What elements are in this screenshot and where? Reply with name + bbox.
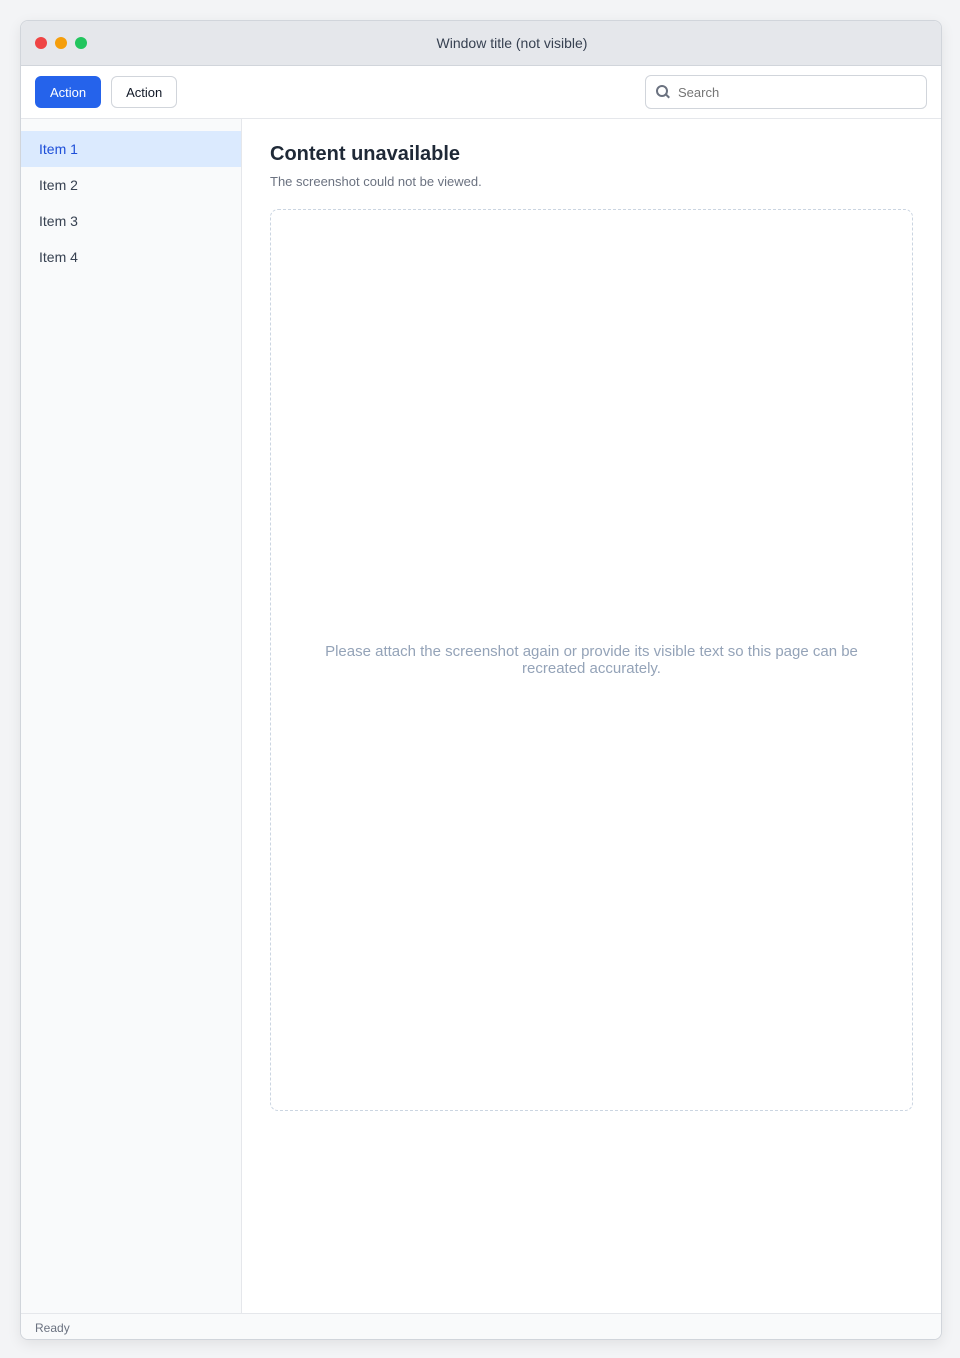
window-controls [35,37,87,49]
app-window [20,20,942,1340]
sidebar-item-3[interactable]: Item 3 [39,213,78,229]
search-icon [656,85,670,99]
content-area [242,119,941,1313]
sidebar [21,119,242,1313]
toolbar [21,66,941,119]
primary-action-button[interactable]: Action [35,76,101,108]
secondary-action-button[interactable]: Action [111,76,177,108]
page-subtitle: The screenshot could not be viewed. [270,174,482,189]
page-title: Content unavailable [270,143,461,165]
maximize-window-icon[interactable] [75,37,87,49]
search-input[interactable] [676,84,916,101]
sidebar-item-4[interactable]: Item 4 [39,249,78,265]
minimize-window-icon[interactable] [55,37,67,49]
search-box[interactable] [645,75,927,109]
sidebar-item-1[interactable]: Item 1 [21,131,241,167]
placeholder-panel: Please attach the screenshot again or provide its visible text so this page can be recreated accurately. [270,209,913,1111]
close-window-icon[interactable] [35,37,47,49]
window-title: Window title (not visible) [436,35,588,51]
sidebar-item-2[interactable]: Item 2 [39,177,78,193]
status-bar [21,1313,941,1340]
main-area [21,119,941,1313]
title-bar [21,21,941,66]
status-text: Ready [35,1321,70,1335]
